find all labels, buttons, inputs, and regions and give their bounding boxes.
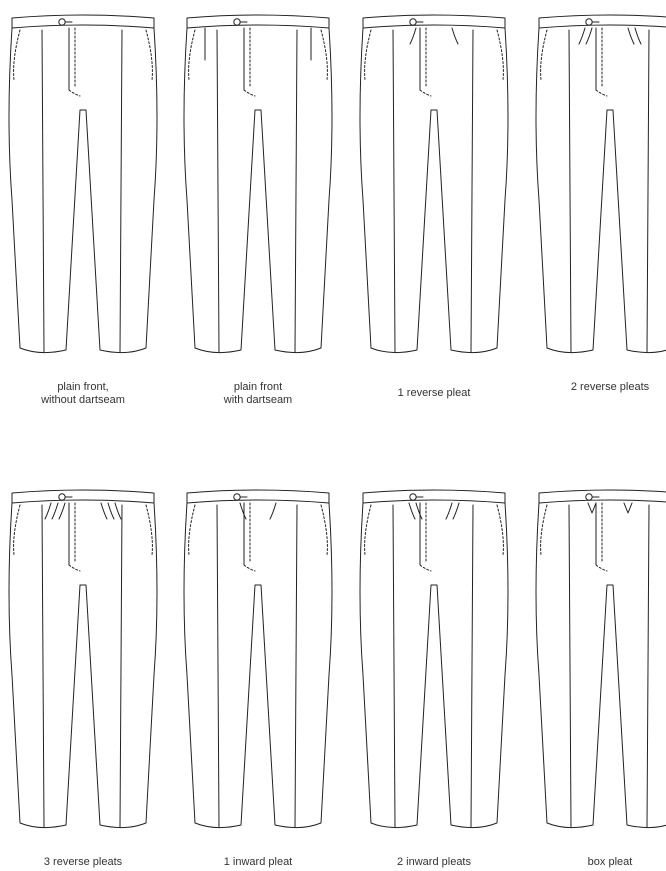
figure-caption <box>351 856 517 869</box>
caption-line: 2 reverse pleats <box>570 381 650 393</box>
pleat-line <box>588 503 596 513</box>
pleat-line <box>628 28 634 44</box>
crease-line <box>295 30 297 352</box>
pocket-stitch <box>541 505 547 555</box>
pleat-line <box>52 503 58 519</box>
trousers-drawing <box>175 475 341 845</box>
trousers-outline <box>536 28 666 353</box>
crease-line <box>471 505 473 827</box>
trousers-outline <box>184 503 332 828</box>
waistband <box>187 490 329 503</box>
crease-line <box>393 505 395 827</box>
pocket-stitch <box>497 30 503 80</box>
pleat-line <box>45 503 51 519</box>
pocket-stitch <box>365 30 371 80</box>
trousers-drawing <box>527 475 666 845</box>
pleat-line <box>410 28 416 44</box>
trousers-outline <box>9 28 157 353</box>
pocket-stitch <box>541 30 547 80</box>
pleat-line <box>624 503 632 513</box>
pocket-stitch <box>189 30 195 80</box>
pleat-line <box>453 503 459 519</box>
pleat-line <box>270 503 276 519</box>
pleat-line <box>59 503 65 519</box>
crease-line <box>393 30 395 352</box>
button-icon <box>586 494 592 500</box>
pocket-stitch <box>365 505 371 555</box>
trousers-drawing <box>0 0 166 370</box>
pocket-stitch <box>14 30 20 80</box>
caption-line: plain front <box>233 381 283 393</box>
pleat-line <box>240 503 246 519</box>
crease-line <box>471 30 473 352</box>
crease-line <box>42 30 44 352</box>
waistband <box>187 15 329 28</box>
fly-stitch <box>69 90 80 96</box>
crease-line <box>647 505 649 827</box>
trousers-drawing <box>175 0 341 370</box>
pleat-line <box>409 503 415 519</box>
fly-stitch <box>420 90 431 96</box>
trousers-outline <box>9 503 157 828</box>
pocket-stitch <box>189 505 195 555</box>
pleat-line <box>101 503 107 519</box>
figure-caption <box>351 387 517 400</box>
pleat-line <box>579 28 585 44</box>
crease-line <box>120 30 122 352</box>
fly-stitch <box>420 565 431 571</box>
caption-line: box pleat <box>587 856 633 868</box>
pleat-line <box>446 503 452 519</box>
caption-line: 1 reverse pleat <box>397 387 471 399</box>
fly-stitch <box>244 90 255 96</box>
crease-line <box>295 505 297 827</box>
button-icon <box>234 494 240 500</box>
caption-line: 3 reverse pleats <box>43 856 123 868</box>
waistband <box>539 15 666 28</box>
trousers-drawing <box>527 0 666 370</box>
waistband <box>363 15 505 28</box>
pleat-line <box>416 503 422 519</box>
button-icon <box>586 19 592 25</box>
waistband <box>12 490 154 503</box>
pleat-line <box>452 28 458 44</box>
waistband <box>12 15 154 28</box>
trousers-outline <box>184 28 332 353</box>
pocket-stitch <box>146 30 152 80</box>
figure-caption <box>527 381 666 394</box>
caption-line: without dartseam <box>41 394 125 406</box>
figure-caption <box>175 381 341 407</box>
figure-caption <box>0 856 166 869</box>
crease-line <box>217 505 219 827</box>
button-icon <box>234 19 240 25</box>
trousers-drawing <box>351 0 517 370</box>
fly-stitch <box>69 565 80 571</box>
pleat-line <box>635 28 641 44</box>
trousers-drawing <box>351 475 517 845</box>
fly-stitch <box>596 90 607 96</box>
button-icon <box>59 494 65 500</box>
pocket-stitch <box>321 30 327 80</box>
pleat-line <box>108 503 114 519</box>
pleat-line <box>586 28 592 44</box>
pocket-stitch <box>146 505 152 555</box>
fly-stitch <box>244 565 255 571</box>
trousers-drawing <box>0 475 166 845</box>
button-icon <box>59 19 65 25</box>
fly-stitch <box>596 565 607 571</box>
figure-caption <box>527 856 666 869</box>
button-icon <box>410 494 416 500</box>
waistband <box>363 490 505 503</box>
trousers-outline <box>360 28 508 353</box>
crease-line <box>217 30 219 352</box>
crease-line <box>569 30 571 352</box>
crease-line <box>42 505 44 827</box>
crease-line <box>647 30 649 352</box>
caption-line: 2 inward pleats <box>397 856 471 868</box>
pocket-stitch <box>321 505 327 555</box>
waistband <box>539 490 666 503</box>
pleat-line <box>115 503 121 519</box>
pocket-stitch <box>14 505 20 555</box>
crease-line <box>120 505 122 827</box>
figure-caption <box>175 856 341 869</box>
caption-line: 1 inward pleat <box>223 856 293 868</box>
caption-line: with dartseam <box>223 394 293 406</box>
figure-caption <box>0 381 166 407</box>
trousers-outline <box>360 503 508 828</box>
caption-line: plain front, <box>57 381 109 393</box>
button-icon <box>410 19 416 25</box>
trousers-outline <box>536 503 666 828</box>
pocket-stitch <box>497 505 503 555</box>
crease-line <box>569 505 571 827</box>
